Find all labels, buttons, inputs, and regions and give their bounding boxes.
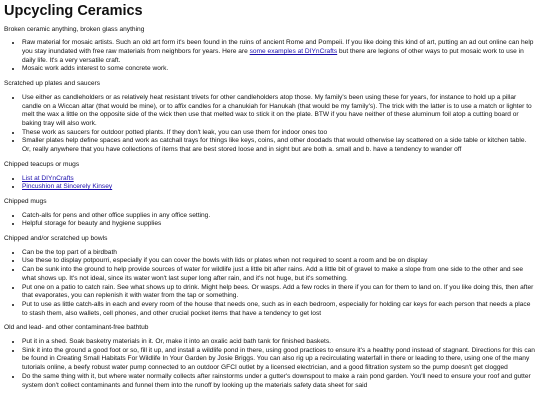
diyncrafts-mosaic-link[interactable]: some examples at DIYnCrafts [249,48,338,56]
section-heading-teacups: Chipped teacups or mugs [4,160,80,168]
bathtub-list [4,338,536,390]
pincushion-link[interactable]: Pincushion at Sincerely Kinsey [22,183,113,191]
list-item: • Mosaic work adds interest to some concrete work. [22,65,536,74]
page-title: Upcycling Ceramics [4,3,143,19]
section-heading-bathtub: Old and lead- and other contaminant-free bathtub [4,324,149,332]
section-heading-plates: Scratched up plates and saucers [4,80,101,88]
list-item: • Use these to display potpourri, especially if you can cover the bowls with lids or plates when not required to scent a room and be on display [22,257,536,266]
teacups-list [4,175,536,192]
section-heading-mugs: Chipped mugs [4,197,47,205]
mugs-list [4,212,536,229]
list-item: • Put one on a patio to catch rain. See what shows up to drink. Might help bees. Or wasps. Add a few rocks in there if you can for them to land on. If you like doing this, then after that evaporates, you can replenish it with water from the tap or something. [22,284,536,301]
mosaic-list [4,39,536,74]
list-item: • Use either as candleholders or as relatively heat resistant trivets for other candleholders atop those. My family's been using these for years, for instance to hold up a pillar candle on a Wiccan altar (that would be mine), or to affix candles for a chanukiah for Hanukah (that would be my family's). The trick with the latter is to use a match or lighter to melt the wax a little on the opposite side of the wick then use that melted wax to stick it on the plate. BTW if you have neither of these aluminum foil atop a cutting board or baking tray will also work. [22,94,536,129]
list-item: • Can be the top part of a birdbath [22,249,536,258]
list-item: • Can be sunk into the ground to help provide sources of water for wildlife just a little bit after rains. Add a little bit of gravel to make a slope from one side to the other and see what shows up. It's not ideal, since its water won't last super long after rain, and it's not huge, but it's something. [22,266,536,283]
list-item: • Helpful storage for beauty and hygiene supplies [22,220,536,229]
section-heading-bowls: Chipped and/or scratched up bowls [4,235,108,243]
diyncrafts-list-link[interactable]: List at DIYnCrafts [22,174,74,182]
list-item-text: Raw material for mosaic artists. Such an old art form it's been found in the ruins of ancient Rome and Pompeii. If you like doing this kind of art, putting an ad out online can help you stay inundated with free raw materials from neighbors for years. Here are [22,39,534,56]
intro-text: Broken ceramic anything, broken glass anything [4,25,145,33]
list-item: • Catch-alls for pens and other office supplies in any office setting. [22,212,536,221]
list-item-text: but there are legions of other ways to put mosaic work to use in daily life. It's a very versatile craft. [22,48,524,64]
list-item: • Smaller plates help define spaces and work as catchall trays for things like keys, coins, and other doodads that would otherwise lay scattered on a side table or kitchen table. Or, really anywhere that you have collections of items that are best stored loose and in sight but are both a. small and b. have a tendency to wander off [22,137,536,154]
list-item: • Put to use as little catch-alls in each and every room of the house that needs one, such as in each bedroom, especially for holding car keys for each person that needs a place to stash them, also wallets, cell phones, and other crucial pocket items that have a tendency to get lost [22,301,536,318]
plates-list [4,94,536,155]
list-item: • Do the same thing with it, but where water normally collects after rainstorms under a gutter's downspout to make a rain pond garden. You'll need to ensure your roof and gutter system don't collect contaminants and funnel them into the runoff by looking up the materials safety data sheet for said [22,373,536,390]
list-item: • Put it in a shed. Soak basketry materials in it. Or, make it into an oxalic acid bath tank for finished baskets. [22,338,536,347]
list-item [22,183,536,192]
list-item [22,175,536,184]
list-item: • These work as saucers for outdoor potted plants. If they don't leak, you can use them for indoor ones too [22,129,536,138]
list-item: • Sink it into the ground a good foot or so, fill it up, and install a wildlife pond in there, using good practices to ensure it's a healthy pond instead of stagnant. Directions for this can be found in Creating Small Habitats For Wildlife In Your Garden by Josie Briggs. You can also rig up a recirculating waterfall in there or leading to there, using one of the many tutorials online, a beefy robust water pump connected to an outdoor GFCI outlet by a licensed electrician, and a good filtration system so the pump doesn't get clogged [22,347,536,373]
bowls-list [4,249,536,319]
list-item [22,39,536,65]
